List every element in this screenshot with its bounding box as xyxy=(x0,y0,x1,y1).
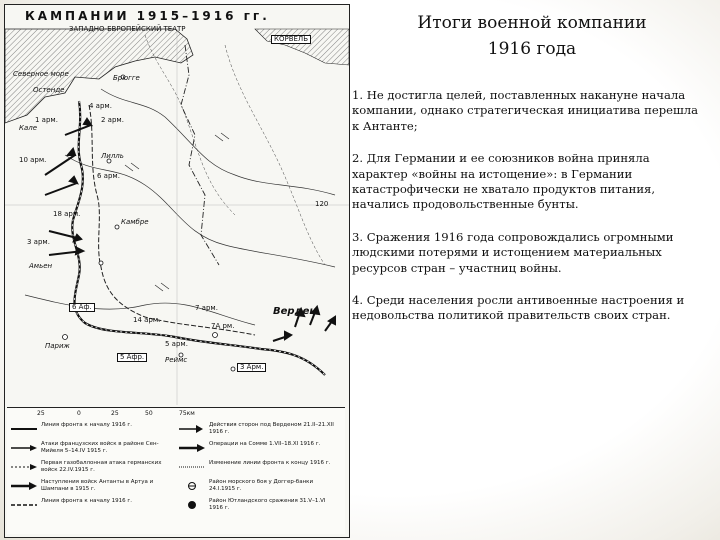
legend-text: Район морского боя у Доггер-банки 24.I.1915 г. xyxy=(209,479,314,492)
legend-text: Наступления войск Антанты в Артуа и Шампани в 1915 г. xyxy=(41,479,154,492)
legend-text: Линия фронта к началу 1916 г. xyxy=(41,498,132,504)
offensive-arrow-icon xyxy=(11,482,37,490)
point-4: 4. Среди населения росли антивоенные настроения и недовольства политикой правительств своих стран. xyxy=(352,293,685,323)
map-legend xyxy=(7,407,345,534)
map-label-coast: Кале xyxy=(19,124,38,132)
map-label-amiens: Амьен xyxy=(29,262,53,270)
map-label-a7r: 7А рм. xyxy=(211,322,235,330)
point-1: 1. Не достигла целей, поставленных накануне начала компании, однако стратегическая инициатива перешла к Антанте; xyxy=(352,88,699,133)
slide-title-line-2: 1916 года xyxy=(487,39,577,59)
scale-label: 75км xyxy=(179,410,195,417)
point-3: 3. Сражения 1916 года сопровождались огромными людскими потерями и истощением материальных ресурсов стран – участниц войны. xyxy=(352,229,674,275)
legend-text: Атаки французских войск в районе Сен-Мийеля 5–14.IV 1915 г. xyxy=(41,441,159,454)
naval-battle-icon xyxy=(179,482,205,490)
slide-title xyxy=(372,10,692,62)
map-label-120: 120 xyxy=(315,200,329,208)
legend-text: Первая газобаллонная атака германских войск 22.IV.1915 г. xyxy=(41,460,162,473)
legend-text: Операции на Сомме 1.VII–18.XI 1916 г. xyxy=(209,441,321,447)
map-label-a6: 6 арм. xyxy=(97,172,120,180)
front-line-dashed-icon xyxy=(11,501,37,509)
points-list xyxy=(352,88,708,341)
map-label-a10: 10 арм. xyxy=(19,156,47,164)
scale-label: 25 xyxy=(37,410,45,417)
front-change-icon xyxy=(179,463,205,471)
map-label-a5: 5 арм. xyxy=(165,340,188,348)
attack-arrow-icon xyxy=(11,444,37,452)
scale-label: 50 xyxy=(145,410,153,417)
historical-map xyxy=(4,4,350,538)
map-label-paris: Париж xyxy=(45,342,70,350)
map-label-a2: 2 арм. xyxy=(101,116,124,124)
map-label-a18: 18 арм. xyxy=(53,210,81,218)
point-2: 2. Для Германии и ее союзников война приняла характер «войны на истощение»: в Германии катастрофически не хватало продуктов питания, начались продовольственные бунты. xyxy=(352,151,656,212)
map-label-kovel: КОРВЕЛЬ xyxy=(271,35,311,44)
map-label-a4: 4 арм. xyxy=(89,102,112,110)
jutland-battle-icon xyxy=(179,501,205,509)
map-label-reims: Реймс xyxy=(165,356,188,364)
map-label-lille: Лилль xyxy=(101,152,124,160)
map-label-verdun: Верден xyxy=(273,306,317,317)
scale-label: 0 xyxy=(77,410,81,417)
map-label-a6fr: 6 Аф. xyxy=(69,303,95,312)
map-label-a7: 7 арм. xyxy=(195,304,218,312)
map-label-a5fr: 5 Афр. xyxy=(117,353,147,362)
front-line-icon xyxy=(11,425,37,433)
somme-operation-icon xyxy=(179,444,205,452)
map-label-a3: 3 арм. xyxy=(27,238,50,246)
map-label-a14: 14 арм. xyxy=(133,316,161,324)
slide-title-line-1: Итоги военной компании xyxy=(417,13,647,33)
map-title: КАМПАНИИ 1915–1916 гг. xyxy=(25,9,270,23)
map-label-a3a: 3 Арм. xyxy=(237,363,266,372)
map-label-sea: Северное море xyxy=(13,70,69,78)
verdun-action-icon xyxy=(179,425,205,433)
map-label-oostende: Остенде xyxy=(33,86,65,94)
legend-text: Линия фронта к началу 1916 г. xyxy=(41,422,132,428)
map-label-kambre: Камбре xyxy=(121,218,149,226)
gas-attack-icon xyxy=(11,463,37,471)
map-label-a1: 1 арм. xyxy=(35,116,58,124)
legend-text: Изменение линии фронта к концу 1916 г. xyxy=(209,460,331,466)
map-label-brugge: Брюгге xyxy=(113,74,140,82)
legend-text: Район Ютландского сражения 31.V–1.VI 1916 г. xyxy=(209,498,326,511)
scale-label: 25 xyxy=(111,410,119,417)
map-subtitle: ЗАПАДНО-ЕВРОПЕЙСКИЙ ТЕАТР xyxy=(69,25,186,33)
legend-text: Действия сторон под Верденом 21.II–21.XII 1916 г. xyxy=(209,422,334,435)
